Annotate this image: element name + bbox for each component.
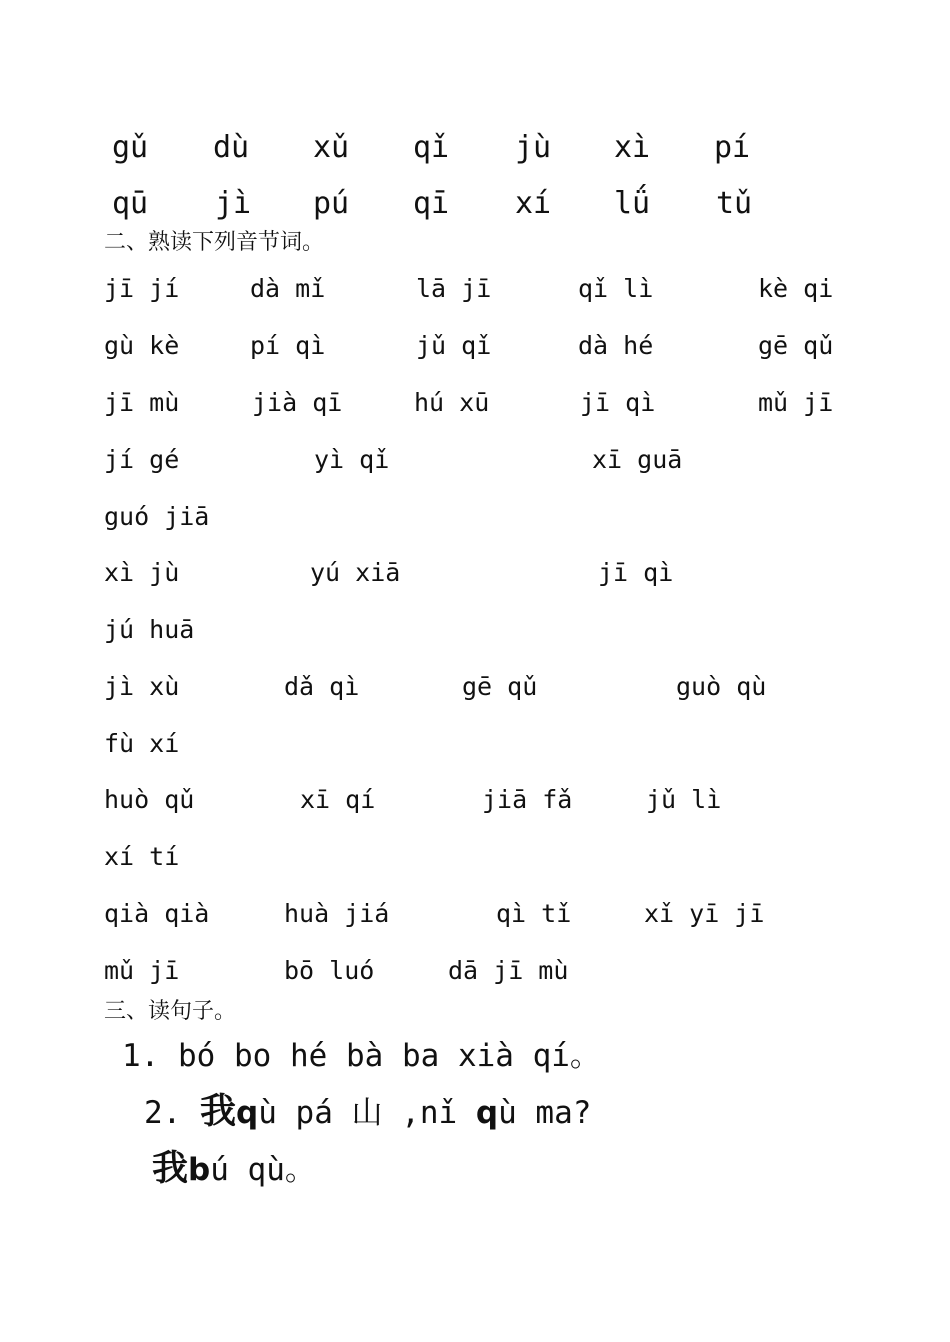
word-line-9 bbox=[0, 727, 950, 761]
word: huà jiá bbox=[284, 899, 390, 928]
word: jī mù bbox=[104, 388, 180, 417]
word-line-6 bbox=[0, 556, 950, 590]
syllable: tǔ bbox=[716, 186, 753, 221]
word: xí tí bbox=[104, 842, 180, 871]
syllable: jì bbox=[215, 186, 252, 221]
word: jī qì bbox=[580, 388, 656, 417]
word: qǐ lì bbox=[578, 274, 654, 303]
word: gù kè bbox=[104, 331, 180, 360]
word-line-10 bbox=[0, 783, 950, 817]
word: jiā fǎ bbox=[482, 785, 573, 814]
word: guò qù bbox=[676, 672, 767, 701]
word: xī guā bbox=[592, 445, 683, 474]
bold-letter: q bbox=[236, 1095, 259, 1131]
word-line-13 bbox=[0, 954, 950, 988]
word-line-4 bbox=[0, 443, 950, 477]
sentence-number: 2. bbox=[144, 1095, 182, 1131]
syllable: lǘ bbox=[614, 186, 651, 221]
word: mǔ jī bbox=[104, 956, 180, 985]
word-line-1 bbox=[0, 272, 950, 306]
word: mǔ jī bbox=[758, 388, 834, 417]
word-line-5 bbox=[0, 500, 950, 534]
syllable: jù bbox=[515, 130, 552, 165]
syllable: qī bbox=[413, 186, 450, 221]
bold-letter: b bbox=[188, 1152, 211, 1188]
syllable-row-2 bbox=[0, 184, 950, 224]
hanzi-wo: 我 bbox=[200, 1091, 237, 1132]
word: dǎ qì bbox=[284, 672, 360, 701]
word: lā jī bbox=[416, 274, 492, 303]
word: kè qi bbox=[758, 274, 834, 303]
word: jī jí bbox=[104, 274, 180, 303]
hanzi-shan: 山 bbox=[351, 1095, 383, 1131]
word: dà hé bbox=[578, 331, 654, 360]
sentence-1: 1. bó bo hé bà ba xià qí。 bbox=[122, 1038, 601, 1074]
word-line-8 bbox=[0, 670, 950, 704]
section-heading-3: 三、读句子。 bbox=[104, 999, 237, 1024]
word-line-12 bbox=[0, 897, 950, 931]
word: yú xiā bbox=[310, 558, 401, 587]
word: yì qǐ bbox=[314, 445, 390, 474]
bold-letter: q bbox=[475, 1095, 499, 1131]
word: jī qì bbox=[598, 558, 674, 587]
pinyin-text: ,nǐ bbox=[401, 1095, 458, 1131]
syllable: xí bbox=[515, 186, 552, 221]
word: jí gé bbox=[104, 445, 180, 474]
word: jì xù bbox=[104, 672, 180, 701]
word: gē qǔ bbox=[758, 331, 834, 360]
word: qì tǐ bbox=[496, 899, 572, 928]
word: jià qī bbox=[252, 388, 343, 417]
word: xī qí bbox=[300, 785, 376, 814]
word: jǔ qǐ bbox=[416, 331, 492, 360]
word: huò qǔ bbox=[104, 785, 195, 814]
word-line-2 bbox=[0, 329, 950, 363]
word: hú xū bbox=[414, 388, 490, 417]
word: qià qià bbox=[104, 899, 210, 928]
word: pí qì bbox=[250, 331, 326, 360]
section-heading-2: 二、熟读下列音节词。 bbox=[104, 230, 325, 255]
word: dā jī mù bbox=[448, 956, 569, 985]
pinyin-text: ù pá bbox=[258, 1095, 333, 1131]
word: jǔ lì bbox=[646, 785, 722, 814]
word: fù xí bbox=[104, 729, 180, 758]
sentence-2 bbox=[144, 1090, 591, 1134]
sentence-3 bbox=[152, 1147, 316, 1191]
word: dà mǐ bbox=[250, 274, 326, 303]
syllable: dù bbox=[213, 130, 250, 165]
syllable: xǔ bbox=[313, 130, 350, 165]
word-line-7 bbox=[0, 613, 950, 647]
word: bō luó bbox=[284, 956, 375, 985]
syllable: qū bbox=[112, 186, 149, 221]
pinyin-text: ù ma? bbox=[498, 1095, 592, 1131]
syllable: gǔ bbox=[112, 130, 149, 165]
syllable: pí bbox=[714, 130, 751, 165]
word-line-11 bbox=[0, 840, 950, 874]
word: xǐ yī jī bbox=[644, 899, 765, 928]
word: gē qǔ bbox=[462, 672, 538, 701]
word-line-3 bbox=[0, 386, 950, 420]
pinyin-text: ú qù。 bbox=[210, 1152, 316, 1188]
syllable: xì bbox=[614, 130, 651, 165]
hanzi-wo: 我 bbox=[152, 1148, 189, 1189]
syllable: pú bbox=[313, 186, 350, 221]
word: jú huā bbox=[104, 615, 195, 644]
syllable-row-1 bbox=[0, 128, 950, 168]
word: guó jiā bbox=[104, 502, 210, 531]
word: xì jù bbox=[104, 558, 180, 587]
syllable: qǐ bbox=[413, 130, 450, 165]
